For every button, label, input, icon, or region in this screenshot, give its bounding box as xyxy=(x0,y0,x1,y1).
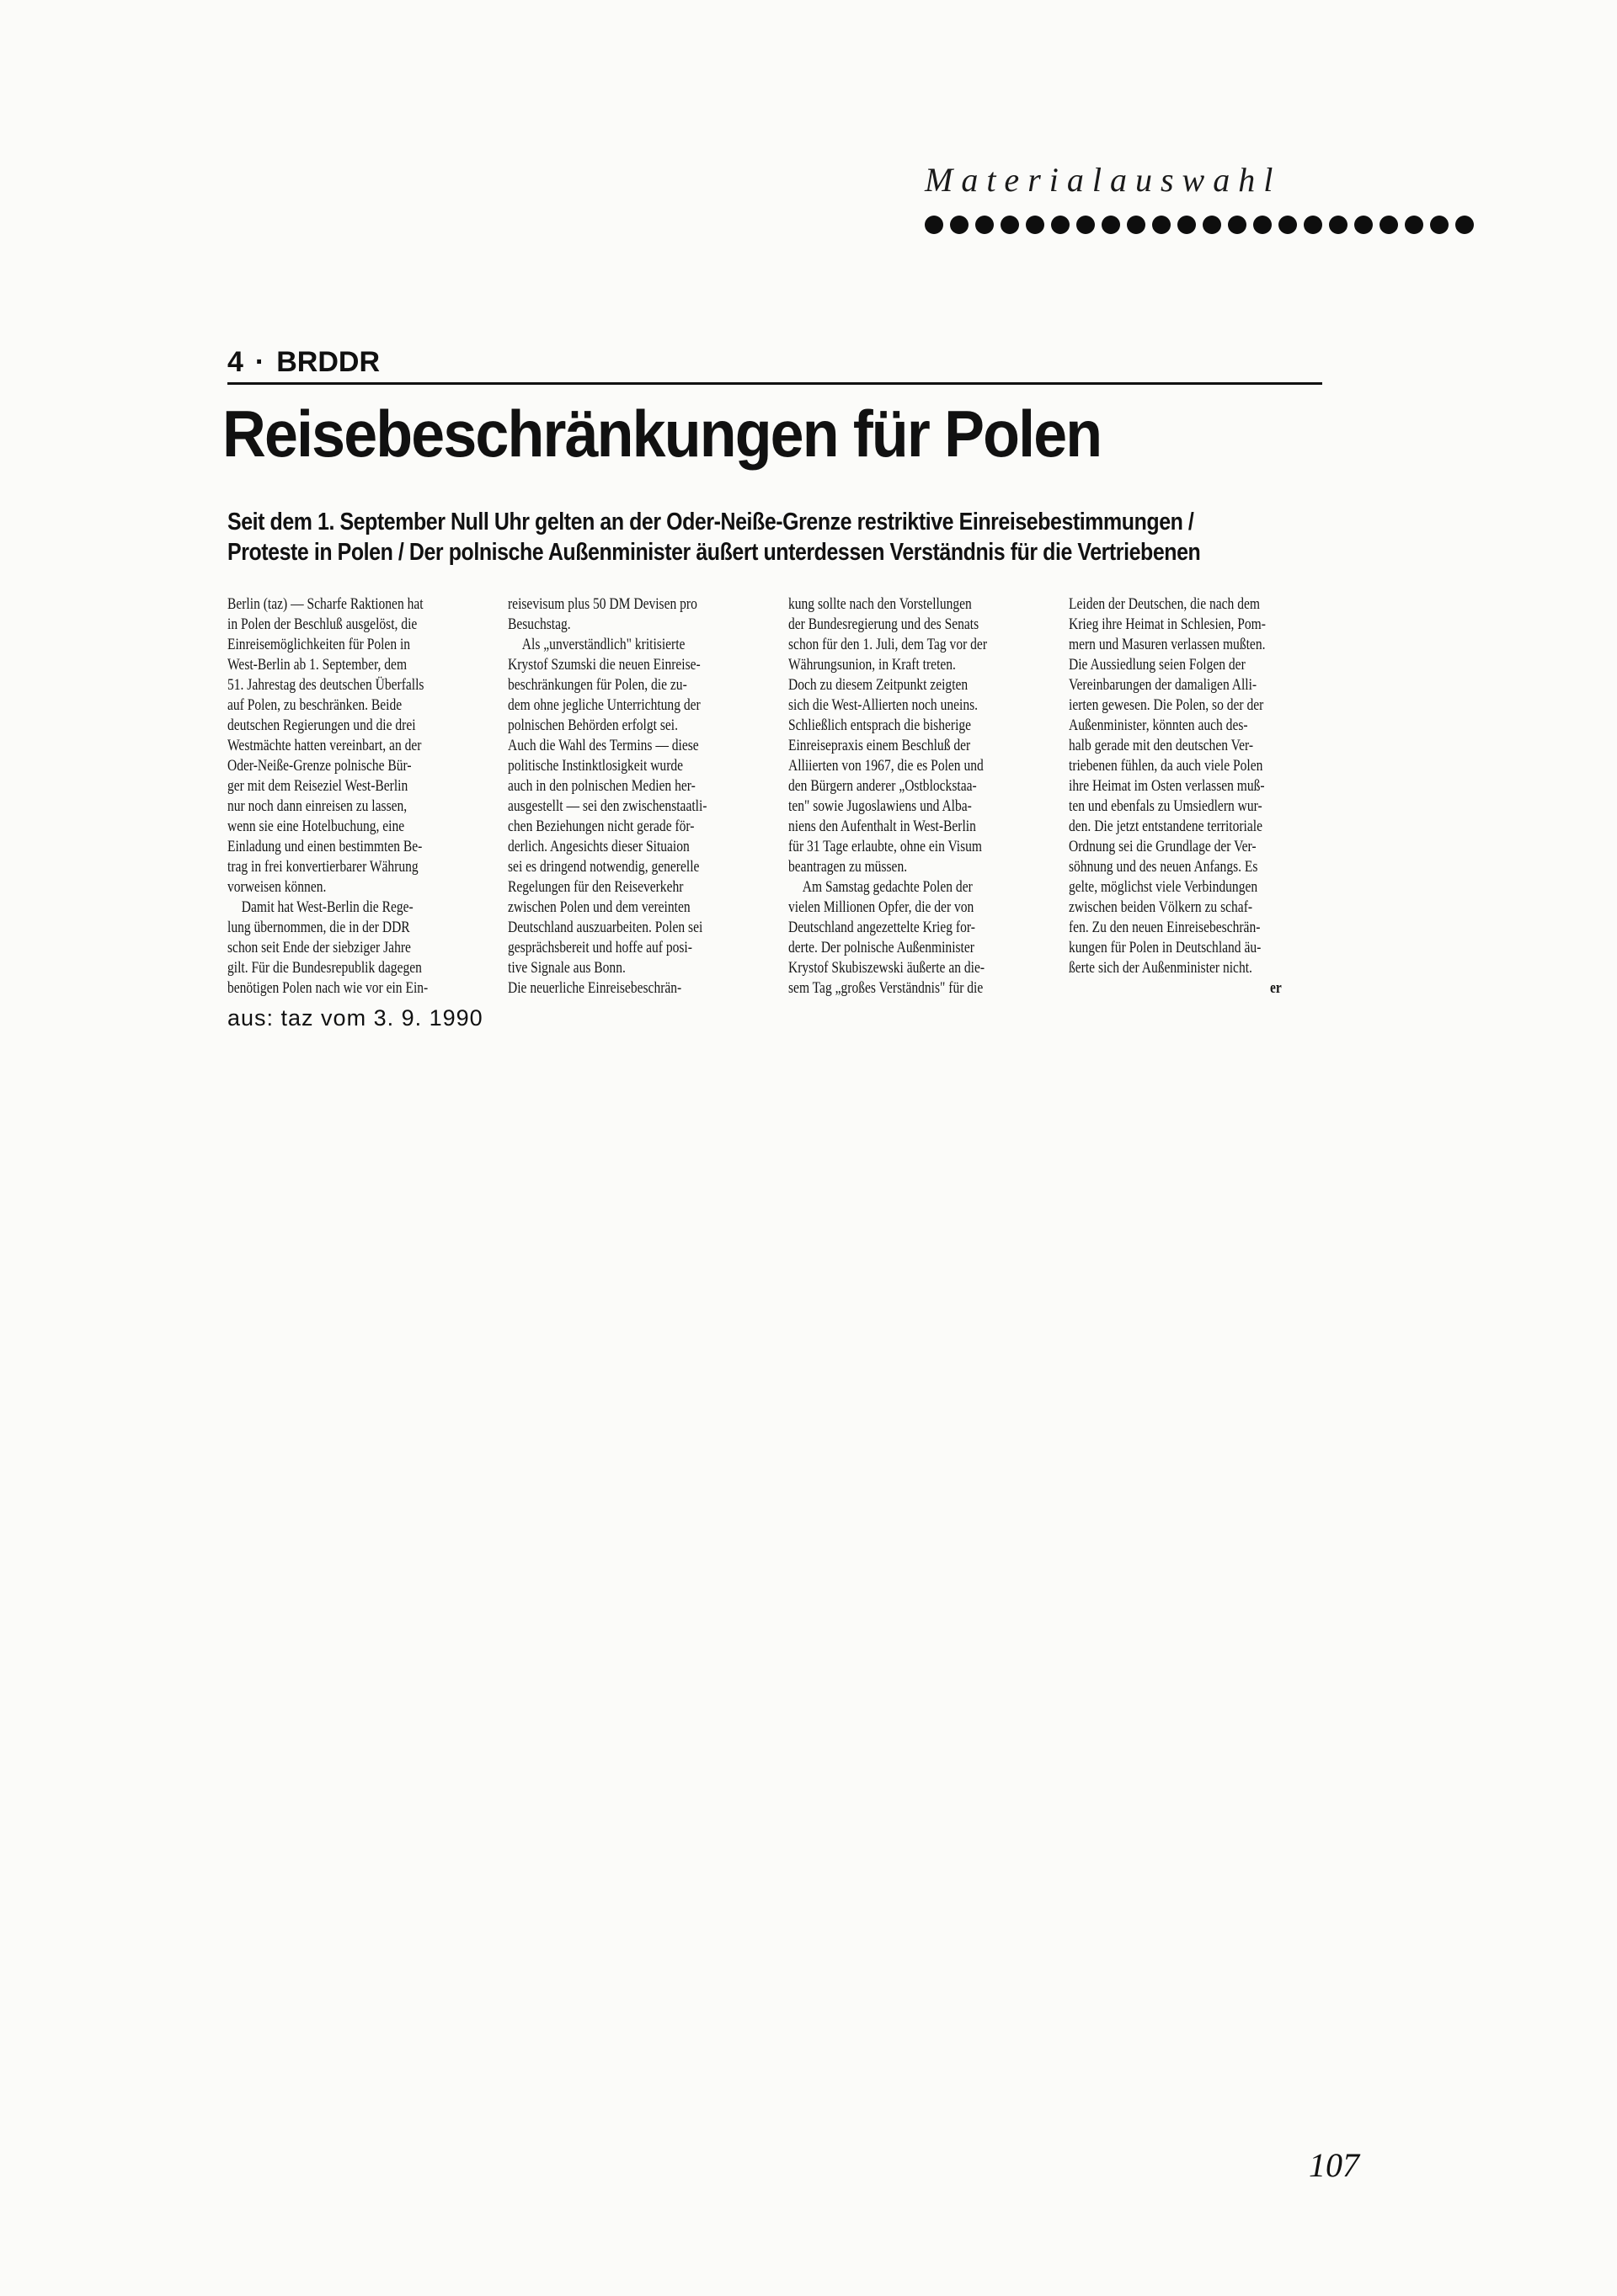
article-text-line: tive Signale aus Bonn. xyxy=(508,960,626,977)
article-text-line: ierten gewesen. Die Polen, so der der xyxy=(1069,697,1264,714)
article-text-line: sei es dringend notwendig, generelle xyxy=(508,859,700,876)
article-text-line: Auch die Wahl des Termins — diese xyxy=(508,738,699,754)
article-text-line: Deutschland auszuarbeiten. Polen sei xyxy=(508,919,703,936)
article-text-line: Einreisepraxis einem Beschluß der xyxy=(788,738,971,754)
article-text-line: Außenminister, könnten auch des- xyxy=(1069,717,1248,734)
article-text-line: niens den Aufenthalt in West-Berlin xyxy=(788,818,976,835)
divider-dot xyxy=(1127,216,1145,234)
article-text-line: Währungsunion, in Kraft treten. xyxy=(788,657,956,674)
article-text-line: gilt. Für die Bundesrepublik dagegen xyxy=(227,960,422,977)
divider-dot xyxy=(1026,216,1044,234)
article-text-line: sich die West-Allierten noch uneins. xyxy=(788,697,979,714)
divider-dot xyxy=(1051,216,1070,234)
divider-dot xyxy=(975,216,994,234)
article-text-line: auch in den polnischen Medien her- xyxy=(508,778,696,795)
divider-dot xyxy=(1253,216,1272,234)
article-text-line: gelte, möglichst viele Verbindungen xyxy=(1069,879,1258,896)
article-text-line: Leiden der Deutschen, die nach dem xyxy=(1069,596,1260,613)
article-text-line: ihre Heimat im Osten verlassen muß- xyxy=(1069,778,1265,795)
divider-dot xyxy=(1228,216,1246,234)
divider-dot xyxy=(1430,216,1449,234)
divider-dot xyxy=(1102,216,1120,234)
article-text-line: 51. Jahrestag des deutschen Überfalls xyxy=(227,677,424,694)
article-text-line: Alliierten von 1967, die es Polen und xyxy=(788,758,984,775)
article-text-line: Die Aussiedlung seien Folgen der xyxy=(1069,657,1246,674)
divider-dot xyxy=(1354,216,1373,234)
article-text-line: Westmächte hatten vereinbart, an der xyxy=(227,738,422,754)
divider-dot xyxy=(1177,216,1196,234)
newspaper-rubric xyxy=(227,344,1322,385)
article-text-line: ßerte sich der Außenminister nicht. xyxy=(1069,960,1252,977)
article-column xyxy=(1069,594,1322,997)
article-text-line: beantragen zu müssen. xyxy=(788,859,908,876)
article-text-line: triebenen fühlen, da auch viele Polen xyxy=(1069,758,1263,775)
subheadline-line: Proteste in Polen / Der polnische Außenminister äußert unterdessen Verständnis für die Vertriebenen xyxy=(227,539,1201,566)
article-text-line: Oder-Neiße-Grenze polnische Bür- xyxy=(227,758,412,775)
article-text-line: Vereinbarungen der damaligen Alli- xyxy=(1069,677,1257,694)
article-text-line: halb gerade mit den deutschen Ver- xyxy=(1069,738,1254,754)
article-text-line: zwischen beiden Völkern zu schaf- xyxy=(1069,899,1253,916)
article-text-line: ten und ebenfals zu Umsiedlern wur- xyxy=(1069,798,1262,815)
dot-divider xyxy=(925,216,1548,241)
article-text-line: vielen Millionen Opfer, die der von xyxy=(788,899,974,916)
article-text-line: chen Beziehungen nicht gerade för- xyxy=(508,818,695,835)
article-text-line: mern und Masuren verlassen mußten. xyxy=(1069,637,1266,653)
divider-dot xyxy=(1001,216,1019,234)
article-text-line: derte. Der polnische Außenminister xyxy=(788,940,974,956)
divider-dot xyxy=(1380,216,1398,234)
article-text-line: Deutschland angezettelte Krieg for- xyxy=(788,919,975,936)
article-text-line: zwischen Polen und dem vereinten xyxy=(508,899,691,916)
article-text-line: trag in frei konvertierbarer Währung xyxy=(227,859,419,876)
article-text-line: fen. Zu den neuen Einreisebeschrän- xyxy=(1069,919,1261,936)
section-label: Materialauswahl xyxy=(925,161,1282,199)
article-text-line: Am Samstag gedachte Polen der xyxy=(802,879,973,896)
article-text-line: Regelungen für den Reiseverkehr xyxy=(508,879,684,896)
article-text-line: auf Polen, zu beschränken. Beide xyxy=(227,697,403,714)
article-text-line: söhnung und des neuen Anfangs. Es xyxy=(1069,859,1258,876)
article-byline: er xyxy=(1270,980,1282,997)
article-column xyxy=(788,594,1042,997)
article-column xyxy=(227,594,481,997)
article-headline: Reisebeschränkungen für Polen xyxy=(222,397,1102,471)
article-text-line: gesprächsbereit und hoffe auf posi- xyxy=(508,940,692,956)
newspaper-page-number: 4 xyxy=(227,346,243,378)
divider-dot xyxy=(1076,216,1095,234)
article-text-line: kungen für Polen in Deutschland äu- xyxy=(1069,940,1262,956)
article-subheadline xyxy=(227,507,1322,567)
article-text-line: in Polen der Beschluß ausgelöst, die xyxy=(227,616,418,633)
article-text-line: Ordnung sei die Grundlage der Ver- xyxy=(1069,839,1257,855)
article-text-line: nur noch dann einreisen zu lassen, xyxy=(227,798,408,815)
divider-dot xyxy=(1455,216,1474,234)
article-body xyxy=(227,594,1322,997)
divider-dot xyxy=(1304,216,1322,234)
article-text-line: Die neuerliche Einreisebeschrän- xyxy=(508,980,682,997)
divider-dot xyxy=(925,216,943,234)
article-text-line: Als „unverständlich" kritisierte xyxy=(521,637,686,653)
article-text-line: benötigen Polen nach wie vor ein Ein- xyxy=(227,980,429,997)
article-text-line: politische Instinktlosigkeit wurde xyxy=(508,758,684,775)
divider-dot xyxy=(1278,216,1297,234)
article-text-line: Krystof Skubiszewski äußerte an die- xyxy=(788,960,985,977)
article-text-line: für 31 Tage erlaubte, ohne ein Visum xyxy=(788,839,983,855)
article-text-line: vorweisen können. xyxy=(227,879,327,896)
article-text-line: Doch zu diesem Zeitpunkt zeigten xyxy=(788,677,969,694)
page-number: 107 xyxy=(1309,2146,1359,2184)
article-text-line: Damit hat West-Berlin die Rege- xyxy=(241,899,414,916)
article-text-line: wenn sie eine Hotelbuchung, eine xyxy=(227,818,405,835)
article-text-line: Einreisemöglichkeiten für Polen in xyxy=(227,637,411,653)
article-text-line: lung übernommen, die in der DDR xyxy=(227,919,410,936)
article-text-line: Besuchstag. xyxy=(508,616,571,633)
article-text-line: schon seit Ende der siebziger Jahre xyxy=(227,940,411,956)
newspaper-section: BRDDR xyxy=(276,346,381,378)
divider-dot xyxy=(1329,216,1348,234)
article-text-line: deutschen Regierungen und die drei xyxy=(227,717,416,734)
article-text-line: den. Die jetzt entstandene territoriale xyxy=(1069,818,1262,835)
article-text-line: ten" sowie Jugoslawiens und Alba- xyxy=(788,798,972,815)
article-text-line: sem Tag „großes Verständnis" für die xyxy=(788,980,984,997)
article-text-line: derlich. Angesichts dieser Situaion xyxy=(508,839,690,855)
subheadline-line: Seit dem 1. September Null Uhr gelten an der Oder-Neiße-Grenze restriktive Einreisebestimmungen / xyxy=(227,509,1194,535)
article-text-line: Schließlich entsprach die bisherige xyxy=(788,717,972,734)
newspaper-clipping xyxy=(222,344,1322,1031)
article-text-line: beschränkungen für Polen, die zu- xyxy=(508,677,687,694)
divider-dot xyxy=(1405,216,1423,234)
article-text-line: der Bundesregierung und des Senats xyxy=(788,616,979,633)
article-text-line: reisevisum plus 50 DM Devisen pro xyxy=(508,596,697,613)
article-text-line: Berlin (taz) — Scharfe Raktionen hat xyxy=(227,596,424,613)
rubric-separator: · xyxy=(254,346,265,378)
article-column xyxy=(508,594,761,997)
article-text-line: Krystof Szumski die neuen Einreise- xyxy=(508,657,701,674)
article-text-line: polnischen Behörden erfolgt sei. xyxy=(508,717,678,734)
article-text-line: dem ohne jegliche Unterrichtung der xyxy=(508,697,701,714)
article-text-line: kung sollte nach den Vorstellungen xyxy=(788,596,972,613)
article-text-line: Einladung und einen bestimmten Be- xyxy=(227,839,423,855)
article-text-line: ger mit dem Reiseziel West-Berlin xyxy=(227,778,408,795)
divider-dot xyxy=(950,216,969,234)
article-text-line: West-Berlin ab 1. September, dem xyxy=(227,657,408,674)
article-text-line: schon für den 1. Juli, dem Tag vor der xyxy=(788,637,988,653)
article-text-line: Krieg ihre Heimat in Schlesien, Pom- xyxy=(1069,616,1266,633)
article-text-line: den Bürgern anderer „Ostblockstaa- xyxy=(788,778,977,795)
article-source: aus: taz vom 3. 9. 1990 xyxy=(227,1005,483,1031)
divider-dot xyxy=(1152,216,1171,234)
divider-dot xyxy=(1203,216,1221,234)
article-text-line: ausgestellt — sei den zwischenstaatli- xyxy=(508,798,707,815)
